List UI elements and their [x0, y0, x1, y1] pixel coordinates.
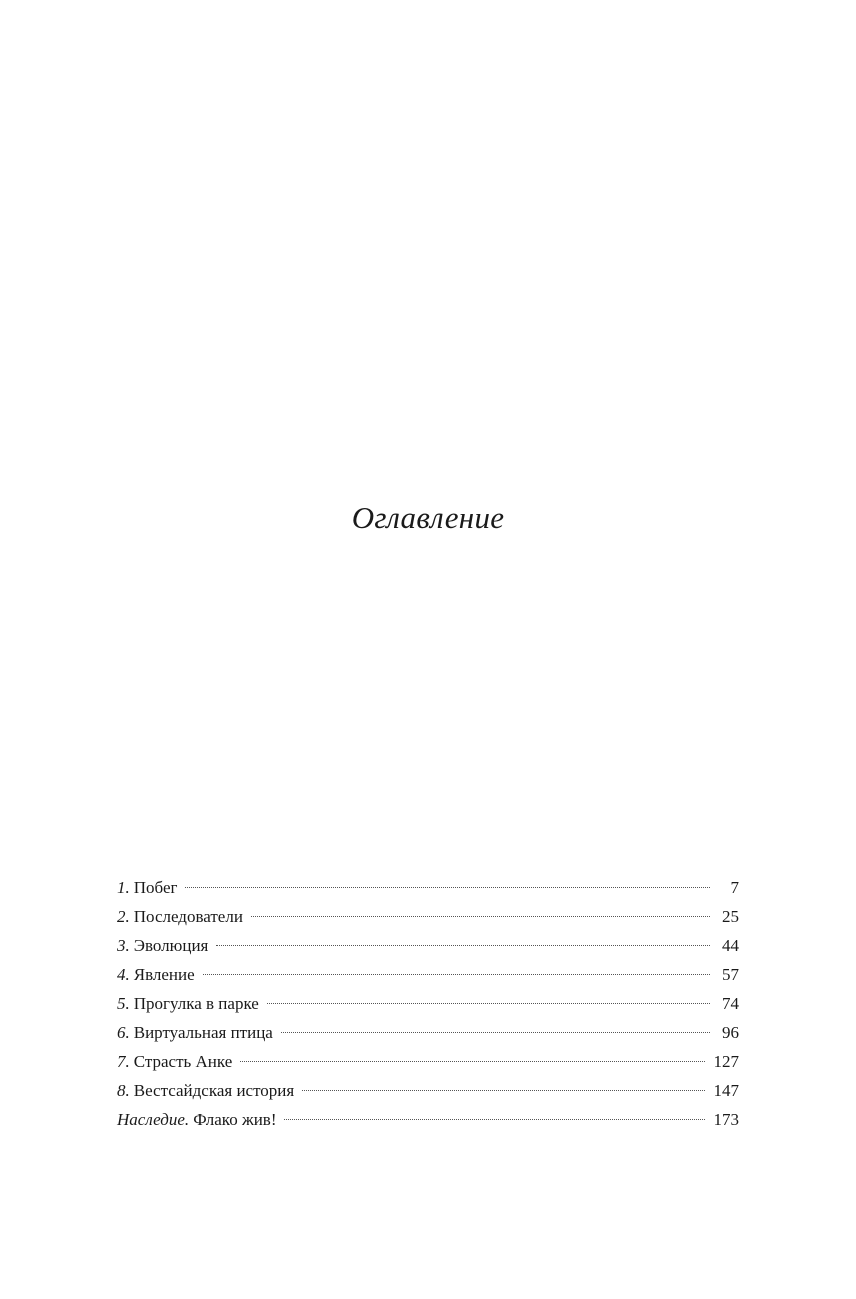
- toc-entry-page: 96: [722, 1023, 739, 1042]
- toc-entry-page: 25: [722, 907, 739, 926]
- toc-entry-page: 74: [722, 994, 739, 1013]
- toc-entry-number: Наследие.: [117, 1110, 190, 1129]
- toc-entry[interactable]: [117, 931, 739, 960]
- toc-entry[interactable]: [117, 873, 739, 902]
- toc-entry[interactable]: [117, 1105, 739, 1134]
- toc-entry-title: Явление: [133, 965, 195, 984]
- toc-entry-page: 147: [713, 1081, 739, 1100]
- toc-entry-number: 7.: [117, 1052, 130, 1071]
- toc-entry-page: 44: [722, 936, 739, 955]
- toc-entry-number: 6.: [117, 1023, 130, 1042]
- dot-leader: [281, 1032, 710, 1033]
- toc-entry-title: Эволюция: [133, 936, 209, 955]
- dot-leader: [203, 974, 710, 975]
- toc-entry-title: Прогулка в парке: [133, 994, 259, 1013]
- toc-entry[interactable]: [117, 1076, 739, 1105]
- toc-entry-number: 4.: [117, 965, 130, 984]
- toc-entry-page: 7: [730, 878, 739, 897]
- toc-entry[interactable]: [117, 960, 739, 989]
- page-title: Оглавление: [351, 500, 505, 535]
- dot-leader: [284, 1119, 704, 1120]
- toc-entry[interactable]: [117, 989, 739, 1018]
- toc-entry-title: Страсть Анке: [133, 1052, 233, 1071]
- dot-leader: [302, 1090, 704, 1091]
- toc-entry-number: 8.: [117, 1081, 130, 1100]
- dot-leader: [251, 916, 710, 917]
- toc-entry-title: Виртуальная птица: [133, 1023, 273, 1042]
- dot-leader: [267, 1003, 710, 1004]
- toc-entry-number: 3.: [117, 936, 130, 955]
- toc-entry-page: 173: [713, 1110, 739, 1129]
- toc-entry-title: Флако жив!: [193, 1110, 277, 1129]
- toc-entry-title: Последователи: [133, 907, 243, 926]
- dot-leader: [216, 945, 710, 946]
- toc-entry-page: 57: [722, 965, 739, 984]
- toc-entry[interactable]: [117, 902, 739, 931]
- dot-leader: [240, 1061, 704, 1062]
- toc-entry-number: 1.: [117, 878, 130, 897]
- toc-entry[interactable]: [117, 1018, 739, 1047]
- toc-entry-number: 2.: [117, 907, 130, 926]
- toc-entry-page: 127: [713, 1052, 739, 1071]
- toc-entry-number: 5.: [117, 994, 130, 1013]
- toc-entry-title: Вестсайдская история: [133, 1081, 295, 1100]
- toc-entry-title: Побег: [133, 878, 178, 897]
- table-of-contents: [117, 873, 739, 1134]
- dot-leader: [185, 887, 710, 888]
- toc-entry[interactable]: [117, 1047, 739, 1076]
